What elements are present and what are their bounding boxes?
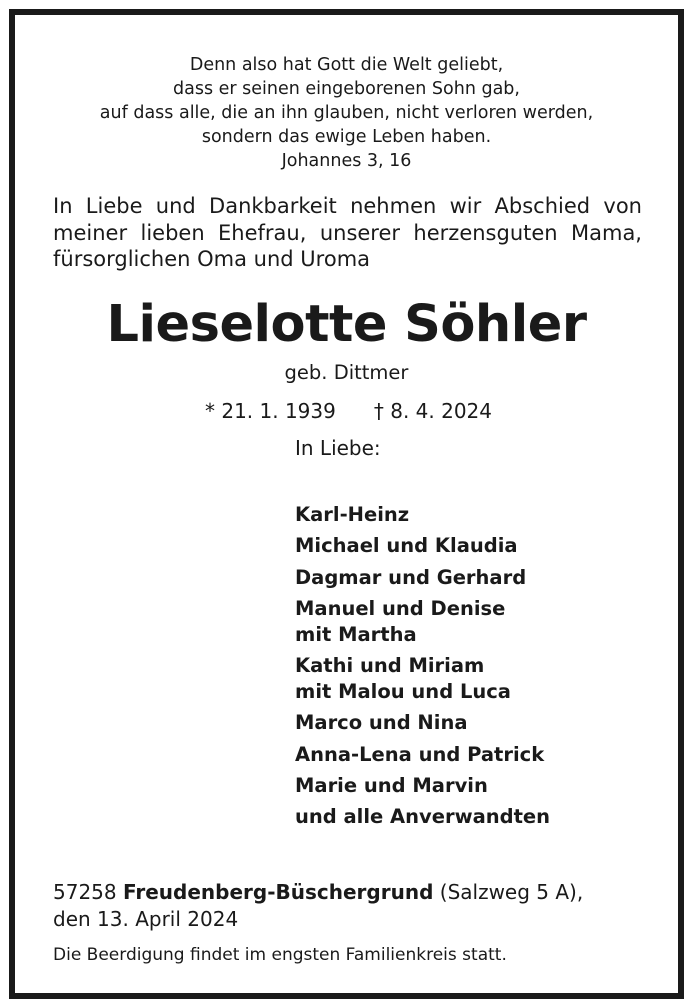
verse-line: sondern das ewige Leben haben. [201,127,492,147]
life-dates [205,398,492,424]
mourner-line: Anna-Lena und Patrick [295,742,545,766]
mourner-entry [295,742,550,768]
address-block [53,879,583,932]
mourners-heading: In Liebe: [295,436,381,460]
mourner-entry [295,710,550,736]
verse-line: dass er seinen eingeborenen Sohn gab, [173,79,520,99]
mourner-line: Marie und Marvin [295,774,488,798]
mourners-list [295,502,550,836]
mourner-line: Marco und Nina [295,711,468,735]
verse-reference: Johannes 3, 16 [281,151,412,171]
mourner-line: mit Martha [295,622,417,646]
deceased-name: Lieselotte Söhler [106,295,587,354]
maiden-name: geb. Dittmer [284,361,409,384]
farewell-line: meiner lieben Ehefrau, unserer herzensguten Mama, [53,220,642,245]
farewell-line: In Liebe und Dankbarkeit nehmen wir Abschied von [53,194,642,218]
address-line [53,879,583,906]
mourner-entry [295,565,550,591]
postcode: 57258 [53,880,117,904]
mourner-entry [295,804,550,830]
mourner-line: Karl-Heinz [295,503,410,526]
mourner-entry [295,773,550,799]
birth-date: * 21. 1. 1939 [205,399,336,423]
mourner-line: Manuel und Denise [295,596,506,620]
verse-line: Denn also hat Gott die Welt geliebt, [189,55,504,75]
place-name: Freudenberg-Büschergrund [122,880,434,904]
address-date: den 13. April 2024 [53,906,239,931]
verse-line: auf dass alle, die an ihn glauben, nicht verloren werden, [99,103,594,123]
mourner-line: Kathi und Miriam [295,654,485,678]
farewell-text [53,193,642,273]
bible-verse [15,53,678,173]
mourner-line: Michael und Klaudia [295,534,518,558]
mourner-entry [295,596,550,648]
mourner-line: mit Malou und Luca [295,680,511,704]
mourner-line: Dagmar und Gerhard [295,565,527,589]
mourner-entry [295,653,550,705]
farewell-line: fürsorglichen Oma und Uroma [53,247,371,271]
obituary-border [9,9,684,999]
street: (Salzweg 5 A), [439,880,584,904]
mourner-line: und alle Anverwandten [295,805,551,829]
mourner-entry [295,533,550,559]
funeral-note: Die Beerdigung findet im engsten Familienkreis statt. [53,945,507,965]
mourner-entry [295,502,550,528]
death-date: † 8. 4. 2024 [373,399,492,423]
